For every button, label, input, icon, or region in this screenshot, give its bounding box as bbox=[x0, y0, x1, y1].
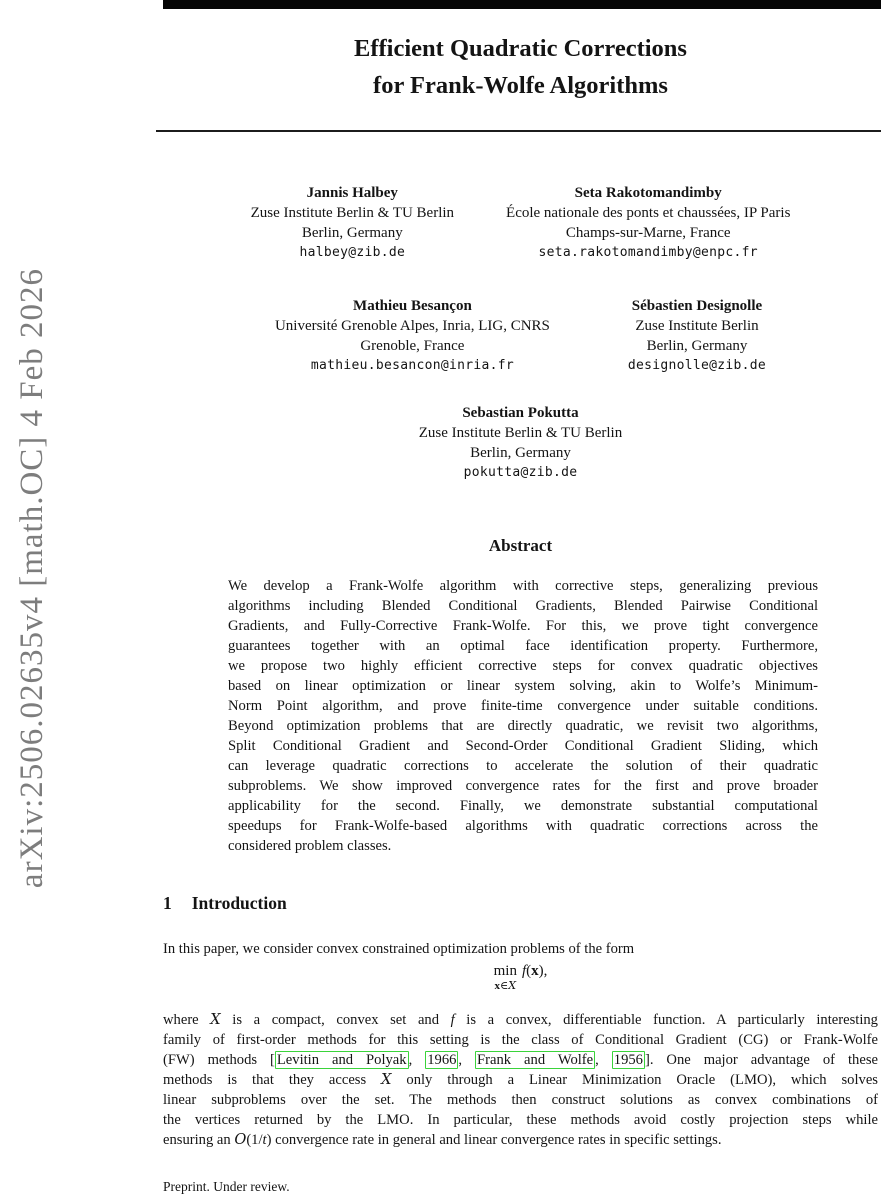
text-segment: ( bbox=[526, 963, 532, 979]
text-segment: x bbox=[531, 963, 539, 979]
text-segment: f bbox=[450, 1012, 455, 1028]
author-name: Sebastian Pokutta bbox=[462, 405, 579, 421]
text-segment: t bbox=[262, 1132, 267, 1148]
author-location: Grenoble, France bbox=[360, 338, 465, 354]
text-segment: the vertices returned by the LMO. In particular, these methods avoid costly projection steps while bbox=[163, 1112, 878, 1128]
text-segment: ), bbox=[538, 963, 548, 979]
author-email: pokutta@zib.de bbox=[463, 465, 578, 480]
author-name: Jannis Halbey bbox=[306, 185, 398, 201]
text-segment: x bbox=[494, 980, 501, 992]
min-operator bbox=[494, 963, 517, 992]
body-line bbox=[163, 1090, 878, 1110]
section-title: Introduction bbox=[191, 893, 287, 913]
intro-paragraph-1: In this paper, we consider convex constrained optimization problems of the form bbox=[163, 941, 635, 957]
citation-link[interactable]: 1966 bbox=[427, 1052, 457, 1068]
body-line bbox=[163, 1130, 878, 1150]
abstract-line: based on linear optimization or linear system solving, akin to Wolfe’s Minimum- bbox=[228, 678, 818, 694]
intro-paragraph-2 bbox=[163, 1010, 878, 1150]
section-heading-introduction bbox=[163, 893, 287, 914]
min-subscript bbox=[495, 980, 517, 992]
text-segment: (1/ bbox=[246, 1132, 263, 1148]
abstract-line: we propose two highly efficient corrective steps for convex quadratic objectives bbox=[228, 658, 818, 674]
authors-row-1 bbox=[163, 183, 878, 263]
arxiv-watermark: arXiv:2506.02635v4 [math.OC] 4 Feb 2026 bbox=[14, 267, 50, 889]
author-affiliation: Zuse Institute Berlin bbox=[635, 318, 759, 334]
text-segment: family of first-order methods for this setting is the class of Conditional Gradient (CG) or Frank-Wolfe bbox=[163, 1032, 878, 1048]
author-location: Berlin, Germany bbox=[646, 338, 748, 354]
text-segment: , bbox=[595, 1052, 612, 1068]
author-block bbox=[628, 296, 766, 376]
author-block bbox=[251, 183, 454, 263]
abstract-line: Norm Point algorithm, and prove finite-time convergence under suitable conditions. bbox=[228, 698, 818, 714]
author-email: mathieu.besancon@inria.fr bbox=[310, 358, 514, 373]
text-segment: , bbox=[408, 1052, 426, 1068]
author-email: halbey@zib.de bbox=[299, 245, 406, 260]
abstract-body bbox=[228, 576, 818, 856]
citation-link[interactable]: 1956 bbox=[613, 1052, 643, 1068]
abstract-line: subproblems. We show improved convergence rates for the first and prove broader bbox=[228, 778, 818, 794]
author-email: designolle@zib.de bbox=[627, 358, 767, 373]
text-segment: ∈ bbox=[500, 980, 509, 992]
text-segment: X bbox=[210, 1011, 221, 1028]
abstract-heading: Abstract bbox=[488, 536, 553, 555]
author-location: Champs-sur-Marne, France bbox=[565, 225, 731, 241]
text-segment: where bbox=[163, 1012, 211, 1028]
author-email: seta.rakotomandimby@enpc.fr bbox=[538, 245, 758, 260]
author-name: Seta Rakotomandimby bbox=[574, 185, 722, 201]
abstract-line: speedups for Frank-Wolfe-based algorithms with quadratic corrections across the bbox=[228, 818, 818, 834]
author-affiliation: Zuse Institute Berlin & TU Berlin bbox=[418, 425, 623, 441]
author-name: Mathieu Besançon bbox=[353, 298, 472, 314]
abstract-line: can leverage quadratic corrections to accelerate the solution of their quadratic bbox=[228, 758, 818, 774]
text-segment: is a convex, differentiable function. A particularly interesting bbox=[454, 1012, 878, 1028]
abstract-line: We develop a Frank-Wolfe algorithm with corrective steps, generalizing previous bbox=[228, 578, 818, 594]
top-black-bar bbox=[163, 0, 881, 9]
display-equation bbox=[163, 963, 878, 992]
citation-link[interactable]: Frank and Wolfe bbox=[477, 1052, 594, 1068]
author-name: Sébastien Designolle bbox=[631, 298, 763, 314]
body-line bbox=[163, 1010, 878, 1030]
text-segment: only through a Linear Minimization Oracle (LMO), which solves bbox=[391, 1072, 878, 1088]
author-location: Berlin, Germany bbox=[470, 445, 571, 461]
body-line bbox=[163, 1050, 878, 1070]
text-segment: is a compact, convex set and bbox=[220, 1012, 451, 1028]
abstract-line: Gradients, and Fully-Corrective Frank-Wolfe. For this, we prove tight convergence bbox=[228, 618, 818, 634]
text-segment: f bbox=[521, 963, 527, 979]
text-segment: ensuring an bbox=[163, 1132, 235, 1148]
abstract-line: Split Conditional Gradient and Second-Order Conditional Gradient Sliding, which bbox=[228, 738, 818, 754]
paper-title-line1: Efficient Quadratic Corrections bbox=[354, 35, 687, 62]
paper-title-line2: for Frank-Wolfe Algorithms bbox=[373, 72, 668, 99]
body-line bbox=[163, 1070, 878, 1090]
author-affiliation: École nationale des ponts et chaussées, IP Paris bbox=[506, 205, 791, 221]
citation-link[interactable]: Levitin and Polyak bbox=[276, 1052, 407, 1068]
body-line bbox=[163, 1030, 878, 1050]
abstract-line: considered problem classes. bbox=[228, 838, 392, 854]
body-line bbox=[163, 1110, 878, 1130]
min-label: min bbox=[493, 963, 517, 979]
author-location: Berlin, Germany bbox=[301, 225, 403, 241]
authors-row-2 bbox=[163, 296, 878, 376]
title-rule bbox=[156, 130, 881, 132]
text-segment: ]. One major advantage of these bbox=[644, 1052, 878, 1068]
author-affiliation: Zuse Institute Berlin & TU Berlin bbox=[250, 205, 455, 221]
abstract-line: applicability for the second. Finally, we demonstrate substantial computational bbox=[228, 798, 818, 814]
preprint-footnote: Preprint. Under review. bbox=[163, 1179, 290, 1194]
author-block bbox=[419, 403, 622, 483]
author-affiliation: Université Grenoble Alpes, Inria, LIG, CNRS bbox=[274, 318, 550, 334]
author-block bbox=[506, 183, 790, 263]
abstract-line: Beyond optimization problems that are directly quadratic, we revisit two algorithms, bbox=[228, 718, 818, 734]
author-block bbox=[275, 296, 550, 376]
text-segment: , bbox=[458, 1052, 476, 1068]
paper-title bbox=[163, 30, 878, 104]
text-segment: X bbox=[381, 1071, 392, 1088]
authors-row-3 bbox=[163, 403, 878, 483]
text-segment: (FW) methods [ bbox=[163, 1052, 275, 1068]
objective-function bbox=[522, 963, 547, 980]
text-segment: O bbox=[234, 1131, 247, 1148]
text-segment: ) convergence rate in general and linear convergence rates in specific settings. bbox=[266, 1132, 722, 1148]
section-number: 1 bbox=[163, 893, 172, 913]
text-segment: X bbox=[508, 979, 517, 992]
abstract-line: algorithms including Blended Conditional Gradients, Blended Pairwise Conditional bbox=[228, 598, 818, 614]
abstract-line: guarantees together with an optimal face identification property. Furthermore, bbox=[228, 638, 818, 654]
text-segment: methods is that they access bbox=[163, 1072, 382, 1088]
text-segment: linear subproblems over the set. The methods then construct solutions as convex combinations of bbox=[163, 1092, 878, 1108]
